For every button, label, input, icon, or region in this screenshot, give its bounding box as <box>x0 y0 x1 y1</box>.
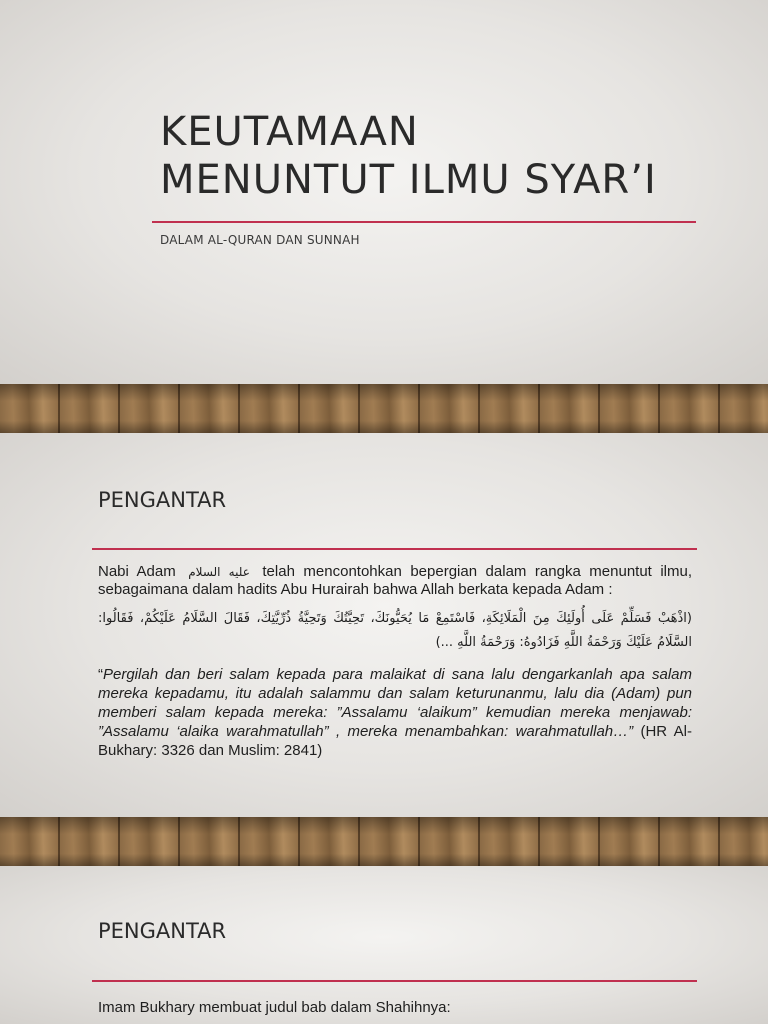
intro-arabic: عليه السلام <box>188 565 250 579</box>
slide-pengantar-1 <box>0 433 768 817</box>
slide-title-heading <box>160 108 720 204</box>
slide-heading: PENGANTAR <box>98 488 227 512</box>
title-line-1: KEUTAMAAN <box>160 109 419 155</box>
slide-subtitle: DALAM AL-QURAN DAN SUNNAH <box>160 233 360 247</box>
wood-floor-divider <box>0 384 768 433</box>
arabic-hadith: (اذْهَبْ فَسَلِّمْ عَلَى أُولَئِكَ مِنَ الْمَلَائِكَةِ، فَاسْتَمِعْ مَا يُحَيُّونَكَ، تَحِيَّتُكَ وَتَحِيَّةُ ذُرِّيَّتِكَ، فَقَالَ السَّلَامُ عَلَيْكُمْ، فَقَالُوا: السَّلَامُ عَلَيْكَ وَرَحْمَةُ اللَّهِ فَزَادُوهُ: وَرَحْمَةُ اللَّهِ ...) <box>98 611 692 650</box>
heading-divider <box>92 980 697 982</box>
intro-paragraph <box>98 563 692 599</box>
hadith-translation <box>98 665 692 760</box>
heading-divider <box>92 548 697 550</box>
quote-open-mark: “ <box>98 666 103 683</box>
slide-title <box>0 0 768 384</box>
slide-heading: PENGANTAR <box>98 919 227 943</box>
quote-reference: (HR Al-Bukhary: 3326 dan Muslim: 2841) <box>98 723 692 759</box>
title-divider <box>152 221 696 223</box>
intro-start: Nabi Adam <box>98 563 176 580</box>
intro-rest: telah mencontohkan bepergian dalam rangka menuntut ilmu, sebagaimana dalam hadits Abu Hurairah bahwa Allah berkata kepada Adam : <box>98 563 693 598</box>
wood-floor-divider <box>0 817 768 866</box>
quote-text: Pergilah dan beri salam kepada para malaikat di sana lalu dengarkanlah apa salam mereka kepadamu, itu adalah salammu dan salam keturunanmu, lalu dia (Adam) pun memberi salam kepada mereka: ”Assalamu ‘alaikum” kemudian mereka menjawab: ”Assalamu ‘alaika warahmatullah” , mereka menambahkan: warahmatullah…” <box>98 666 692 740</box>
slide-text: Imam Bukhary membuat judul bab dalam Shahihnya: <box>98 999 451 1016</box>
slide-pengantar-2 <box>0 866 768 1024</box>
title-line-2: MENUNTUT ILMU SYAR’I <box>160 157 657 203</box>
